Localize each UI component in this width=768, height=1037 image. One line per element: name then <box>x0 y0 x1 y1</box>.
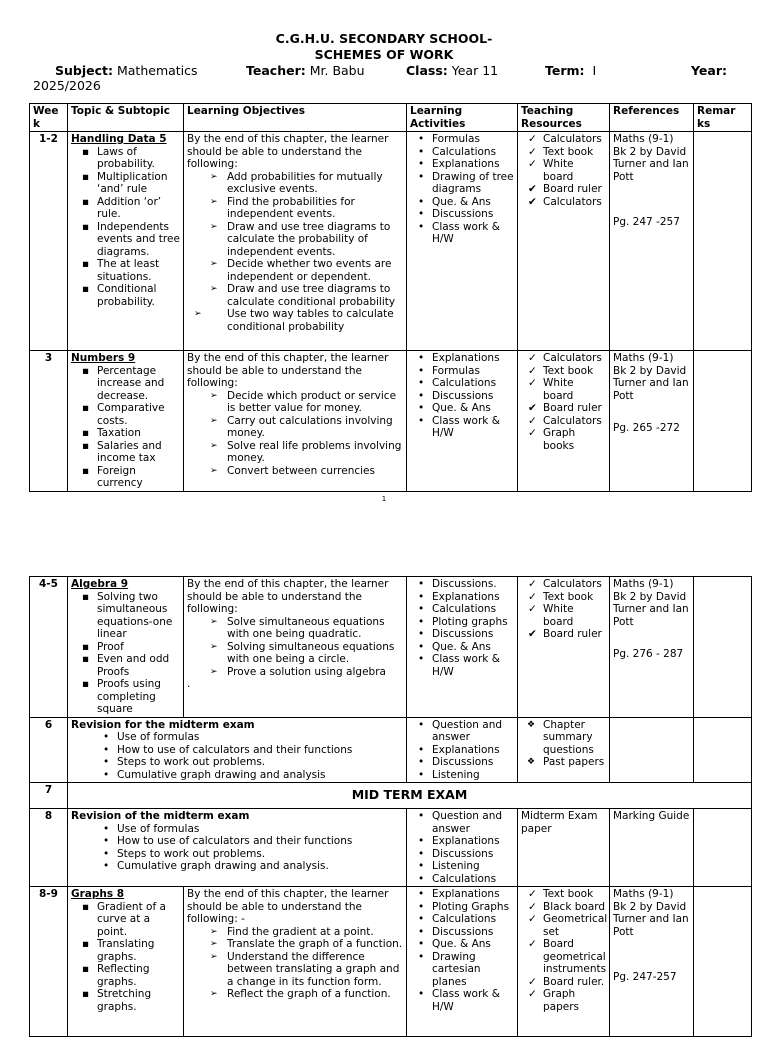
list-item: • Que. & Ans <box>432 402 514 415</box>
revision-cell <box>68 809 407 887</box>
remarks-cell <box>694 577 752 718</box>
resources-list <box>521 578 606 641</box>
subtopic-list <box>71 591 180 716</box>
references-cell <box>610 577 694 718</box>
list-item: • Discussions <box>432 926 514 939</box>
list-item: • Drawing cartesian planes <box>432 951 514 989</box>
activities-list <box>410 578 514 678</box>
list-item: ✓ Geometrical set <box>543 913 606 938</box>
references-cell <box>610 351 694 492</box>
col-objectives: Learning Objectives <box>184 104 407 132</box>
list-item: ✓ Text book <box>543 146 606 159</box>
resources-cell <box>518 351 610 492</box>
week-cell: 1-2 <box>30 132 68 351</box>
reference-pages: Pg. 276 - 287 <box>613 648 684 660</box>
references-cell: Marking Guide <box>610 809 694 887</box>
list-item: • Class work & H/W <box>432 221 514 246</box>
list-item: ➢ Reflect the graph of a function. <box>227 988 403 1001</box>
revision-list <box>71 823 403 873</box>
list-item: • Explanations <box>432 352 514 365</box>
list-item: ▪ Proof <box>97 641 180 654</box>
list-item: ▪ Translating graphs. <box>97 938 180 963</box>
resources-list <box>521 888 606 1013</box>
list-item: ▪ Gradient of a curve at a point. <box>97 901 180 939</box>
list-item: ❖ Chapter summary questions <box>543 719 606 757</box>
list-item: ✓ Text book <box>543 365 606 378</box>
activities-cell <box>407 809 518 887</box>
list-item: • Calculations <box>432 873 514 886</box>
list-item: ✓ Text book <box>543 888 606 901</box>
list-item: ➢ Use two way tables to calculate conditional probability <box>211 308 403 333</box>
list-item: ▪ Even and odd Proofs <box>97 653 180 678</box>
list-item: • Explanations <box>432 591 514 604</box>
list-item: ✓ Calculators <box>543 578 606 591</box>
list-item: • Use of formulas <box>117 823 403 836</box>
list-item: • Question and answer <box>432 719 514 744</box>
objectives-intro: By the end of this chapter, the learner should be able to understand the following: - <box>187 888 389 925</box>
list-item: • Formulas <box>432 133 514 146</box>
list-item: ➢ Decide which product or service is better value for money. <box>227 390 403 415</box>
list-item: • Class work & H/W <box>432 988 514 1013</box>
list-item: • Class work & H/W <box>432 415 514 440</box>
list-item: • Class work & H/W <box>432 653 514 678</box>
remarks-cell <box>694 717 752 783</box>
list-item: ✓ Graph papers <box>543 988 606 1013</box>
school-name: C.G.H.U. SECONDARY SCHOOL- <box>275 31 493 46</box>
resources-cell: Midterm Exam paper <box>518 809 610 887</box>
topic-cell <box>68 887 184 1037</box>
list-item: ➢ Convert between currencies <box>227 465 403 478</box>
list-item: ➢ Draw and use tree diagrams to calculate the probability of independent events. <box>227 221 403 259</box>
resources-list <box>521 133 606 208</box>
scheme-table-page-1 <box>29 103 752 492</box>
class-field: Class: Year 11 <box>406 63 499 78</box>
list-item: • Discussions <box>432 390 514 403</box>
subtopic-list <box>71 365 180 490</box>
reference-pages: Pg. 247-257 <box>613 971 677 983</box>
remarks-cell <box>694 132 752 351</box>
year-label: Year: <box>691 63 727 78</box>
activities-cell <box>407 132 518 351</box>
list-item: ➢ Solving simultaneous equations with one being a circle. <box>227 641 403 666</box>
subject-field: Subject: Mathematics <box>55 63 198 78</box>
list-item: • Question and answer <box>432 810 514 835</box>
list-item: ▪ Comparative costs. <box>97 402 180 427</box>
list-item: • Cumulative graph drawing and analysis <box>117 769 403 782</box>
list-item: • Discussions. <box>432 578 514 591</box>
list-item: ➢ Add probabilities for mutually exclusive events. <box>227 171 403 196</box>
objectives-list <box>187 926 403 1001</box>
list-item: • Steps to work out problems. <box>117 848 403 861</box>
list-item: ➢ Decide whether two events are independent or dependent. <box>227 258 403 283</box>
list-item: ▪ Reflecting graphs. <box>97 963 180 988</box>
list-item: • Calculations <box>432 377 514 390</box>
list-item: ✓ White board <box>543 603 606 628</box>
activities-list <box>410 352 514 440</box>
list-item: ▪ Independents events and tree diagrams. <box>97 221 180 259</box>
col-references: References <box>610 104 694 132</box>
remarks-cell <box>694 351 752 492</box>
page-number: 1 <box>381 495 387 503</box>
list-item: ✔ Board ruler <box>543 628 606 641</box>
list-item: • Explanations <box>432 835 514 848</box>
list-item: • Discussions <box>432 628 514 641</box>
col-resources: Teaching Resources <box>518 104 610 132</box>
objectives-list <box>187 171 403 334</box>
list-item: ✓ Graph books <box>543 427 606 452</box>
list-item: • Que. & Ans <box>432 641 514 654</box>
list-item: ▪ Solving two simultaneous equations-one linear <box>97 591 180 641</box>
list-item: ➢ Solve real life problems involving money. <box>227 440 403 465</box>
list-item: ✓ White board <box>543 377 606 402</box>
reference-book: Maths (9-1) Bk 2 by David Turner and Ian Pott <box>613 578 689 628</box>
scheme-table-page-2 <box>29 576 752 1037</box>
resources-cell <box>518 887 610 1037</box>
list-item: ▪ Conditional probability. <box>97 283 180 308</box>
list-item: ✓ Calculators <box>543 352 606 365</box>
objectives-intro: By the end of this chapter, the learner should be able to understand the following: <box>187 578 389 615</box>
objectives-list <box>187 390 403 478</box>
list-item: ✓ Calculators <box>543 133 606 146</box>
week-cell: 8 <box>30 809 68 887</box>
objectives-intro: By the end of this chapter, the learner should be able to understand the following: <box>187 133 389 170</box>
list-item: • Ploting Graphs <box>432 901 514 914</box>
activities-cell <box>407 717 518 783</box>
list-item: ✔ Board ruler <box>543 402 606 415</box>
list-item: ✓ Board geometrical instruments <box>543 938 606 976</box>
revision-title: Revision of the midterm exam <box>71 810 250 822</box>
table-header-row <box>30 104 752 132</box>
topic-title: Handling Data 5 <box>71 133 167 145</box>
list-item: • Que. & Ans <box>432 938 514 951</box>
references-cell <box>610 717 694 783</box>
list-item: ✔ Calculators <box>543 196 606 209</box>
list-item: ➢ Carry out calculations involving money. <box>227 415 403 440</box>
objectives-list <box>187 616 403 679</box>
topic-cell <box>68 351 184 492</box>
list-item: ➢ Draw and use tree diagrams to calculate conditional probability <box>227 283 403 308</box>
remarks-cell <box>694 887 752 1037</box>
list-item: • Calculations <box>432 603 514 616</box>
reference-book: Maths (9-1) Bk 2 by David Turner and Ian Pott <box>613 133 689 183</box>
resources-cell <box>518 132 610 351</box>
objectives-cell <box>184 132 407 351</box>
list-item: ➢ Understand the difference between translating a graph and a change in its function form. <box>227 951 403 989</box>
teacher-field: Teacher: Mr. Babu <box>246 63 365 78</box>
list-item: ❖ Past papers <box>543 756 606 769</box>
reference-book: Maths (9-1) Bk 2 by David Turner and Ian Pott <box>613 888 689 938</box>
topic-title: Graphs 8 <box>71 888 125 900</box>
week-cell: 4-5 <box>30 577 68 718</box>
list-item: ➢ Find the probabilities for independent events. <box>227 196 403 221</box>
activities-cell <box>407 351 518 492</box>
week-cell: 3 <box>30 351 68 492</box>
topic-title: Numbers 9 <box>71 352 136 364</box>
list-item: • Explanations <box>432 158 514 171</box>
list-item: • Calculations <box>432 146 514 159</box>
list-item: ▪ Multiplication ‘and’ rule <box>97 171 180 196</box>
table-row <box>30 351 752 492</box>
list-item: • Explanations <box>432 744 514 757</box>
list-item: ✓ Board ruler. <box>543 976 606 989</box>
document-title: SCHEMES OF WORK <box>314 47 454 62</box>
list-item: ▪ Taxation <box>97 427 180 440</box>
col-activities: Learning Activities <box>407 104 518 132</box>
list-item: ➢ Translate the graph of a function. <box>227 938 403 951</box>
subtopic-list <box>71 901 180 1014</box>
list-item: • Calculations <box>432 913 514 926</box>
list-item: • Drawing of tree diagrams <box>432 171 514 196</box>
activities-cell <box>407 887 518 1037</box>
activities-list <box>410 719 514 782</box>
list-item: ✔ Board ruler <box>543 183 606 196</box>
resources-list <box>521 352 606 452</box>
list-item: • Formulas <box>432 365 514 378</box>
table-row <box>30 132 752 351</box>
year-value: 2025/2026 <box>33 78 101 93</box>
list-item: • Ploting graphs <box>432 616 514 629</box>
list-item: ▪ Percentage increase and decrease. <box>97 365 180 403</box>
objectives-cell <box>184 351 407 492</box>
list-item: ✓ Black board <box>543 901 606 914</box>
col-remarks: Remar ks <box>694 104 752 132</box>
list-item: ➢ Prove a solution using algebra <box>227 666 403 679</box>
objectives-end: . <box>187 678 191 690</box>
activities-list <box>410 888 514 1013</box>
list-item: • How to use of calculators and their functions <box>117 744 403 757</box>
resources-list <box>521 719 606 769</box>
col-week: Wee k <box>30 104 68 132</box>
list-item: • Use of formulas <box>117 731 403 744</box>
table-row <box>30 783 752 809</box>
reference-pages: Pg. 265 -272 <box>613 422 680 434</box>
list-item: • Steps to work out problems. <box>117 756 403 769</box>
activities-list <box>410 810 514 885</box>
activities-cell <box>407 577 518 718</box>
objectives-cell <box>184 577 407 718</box>
list-item: • Listening <box>432 769 514 782</box>
list-item: • Que. & Ans <box>432 196 514 209</box>
remarks-cell <box>694 809 752 887</box>
subtopic-list <box>71 146 180 309</box>
objectives-cell <box>184 887 407 1037</box>
table-row <box>30 717 752 783</box>
list-item: • Discussions <box>432 848 514 861</box>
list-item: ▪ Salaries and income tax <box>97 440 180 465</box>
list-item: ✓ Text book <box>543 591 606 604</box>
list-item: ➢ Solve simultaneous equations with one being quadratic. <box>227 616 403 641</box>
topic-title: Algebra 9 <box>71 578 129 590</box>
list-item: • Listening <box>432 860 514 873</box>
references-cell <box>610 887 694 1037</box>
activities-list <box>410 133 514 246</box>
list-item: • Discussions <box>432 756 514 769</box>
revision-cell <box>68 717 407 783</box>
reference-pages: Pg. 247 -257 <box>613 216 680 228</box>
resources-cell <box>518 577 610 718</box>
list-item: ✓ White board <box>543 158 606 183</box>
table-row <box>30 577 752 718</box>
topic-cell <box>68 577 184 718</box>
list-item: ▪ Proofs using completing square <box>97 678 180 716</box>
list-item: • Cumulative graph drawing and analysis. <box>117 860 403 873</box>
week-cell: 8-9 <box>30 887 68 1037</box>
list-item: • How to use of calculators and their functions <box>117 835 403 848</box>
references-cell <box>610 132 694 351</box>
table-row <box>30 887 752 1037</box>
objectives-intro: By the end of this chapter, the learner should be able to understand the following: <box>187 352 389 389</box>
list-item: ➢ Find the gradient at a point. <box>227 926 403 939</box>
list-item: ▪ Addition ‘or’ rule. <box>97 196 180 221</box>
revision-list <box>71 731 403 781</box>
col-topic: Topic & Subtopic <box>68 104 184 132</box>
term-field: Term: I <box>545 63 597 78</box>
midterm-exam-label: MID TERM EXAM <box>68 783 752 809</box>
table-row <box>30 809 752 887</box>
list-item: ▪ Laws of probability. <box>97 146 180 171</box>
week-cell: 7 <box>30 783 68 809</box>
list-item: • Discussions <box>432 208 514 221</box>
list-item: • Explanations <box>432 888 514 901</box>
resources-cell <box>518 717 610 783</box>
list-item: ✓ Calculators <box>543 415 606 428</box>
list-item: ▪ The at least situations. <box>97 258 180 283</box>
list-item: ▪ Foreign currency <box>97 465 180 490</box>
topic-cell <box>68 132 184 351</box>
list-item: ▪ Stretching graphs. <box>97 988 180 1013</box>
revision-title: Revision for the midterm exam <box>71 718 255 731</box>
reference-book: Maths (9-1) Bk 2 by David Turner and Ian Pott <box>613 352 689 402</box>
week-cell: 6 <box>30 717 68 783</box>
